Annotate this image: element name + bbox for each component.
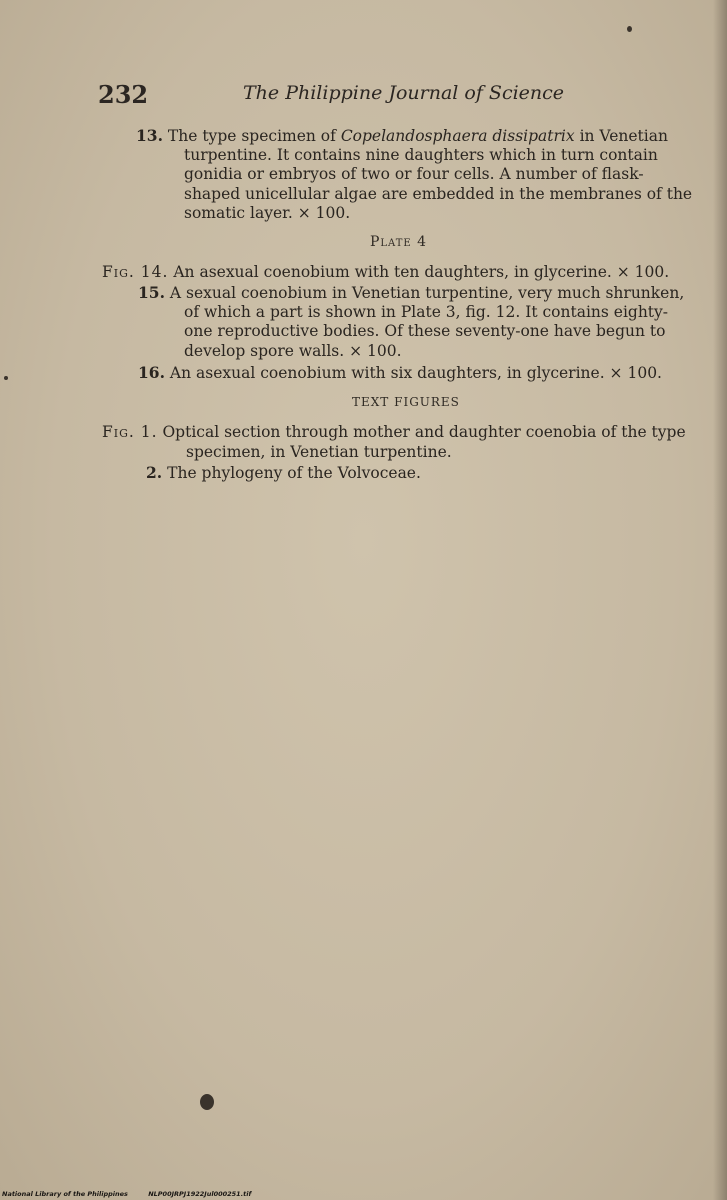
caption-text: gonidia or embryos of two or four cells. A number of flask- xyxy=(184,165,644,183)
text-figure-2-caption xyxy=(146,463,646,483)
scan-footer xyxy=(2,1190,269,1198)
caption-text: The type specimen of xyxy=(167,127,341,145)
caption-text: shaped unicellular algae are embedded in the membranes of the xyxy=(184,184,693,203)
caption-text: somatic layer. × 100. xyxy=(184,204,351,222)
page-edge-shadow xyxy=(713,0,727,1200)
caption-text: A sexual coenobium in Venetian turpentine, very much shrunken, xyxy=(169,284,685,302)
page-header xyxy=(98,80,578,110)
caption-text: one reproductive bodies. Of these seventy-one have begun to xyxy=(184,322,666,340)
caption-text: Optical section through mother and daughter coenobia of the type xyxy=(162,423,686,441)
figure-16-caption xyxy=(138,363,698,383)
figure-number: 15. xyxy=(138,283,165,302)
file-name: NLP00JRPJ1922Jul000251.tif xyxy=(148,1190,252,1198)
caption-text: in Venetian xyxy=(574,127,668,145)
text-figures-heading: TEXT FIGURES xyxy=(352,395,460,409)
figure-13-caption xyxy=(136,126,696,224)
caption-text: of which a part is shown in Plate 3, fig. 12. It contains eighty- xyxy=(184,302,669,321)
figure-number: 16. xyxy=(138,363,165,382)
running-title: The Philippine Journal of Science xyxy=(243,82,565,104)
ink-spot xyxy=(200,1094,214,1110)
caption-text: An asexual coenobium with six daughters, in glycerine. × 100. xyxy=(169,364,662,382)
caption-text: The phylogeny of the Volvoceae. xyxy=(167,464,421,482)
figure-prefix: Fig. 14. xyxy=(102,263,169,281)
plate-4-heading: Plate 4 xyxy=(370,234,428,250)
figure-14-caption xyxy=(102,263,702,283)
page-number: 232 xyxy=(98,80,149,109)
caption-text: develop spore walls. × 100. xyxy=(184,341,402,360)
text-figure-1-caption xyxy=(102,423,702,462)
ink-spot xyxy=(4,376,8,380)
figure-prefix: Fig. 1. xyxy=(102,423,158,441)
caption-text: turpentine. It contains nine daughters which in turn contain xyxy=(184,145,658,164)
figure-number: 13. xyxy=(136,126,163,145)
figure-number: 2. xyxy=(146,463,163,482)
caption-text: An asexual coenobium with ten daughters, in glycerine. × 100. xyxy=(173,263,670,281)
caption-text: specimen, in Venetian turpentine. xyxy=(186,442,452,461)
species-name: Copelandosphaera dissipatrix xyxy=(340,127,575,145)
library-credit: National Library of the Philippines xyxy=(2,1190,128,1198)
figure-15-caption xyxy=(138,283,698,361)
ink-spot xyxy=(627,26,632,32)
